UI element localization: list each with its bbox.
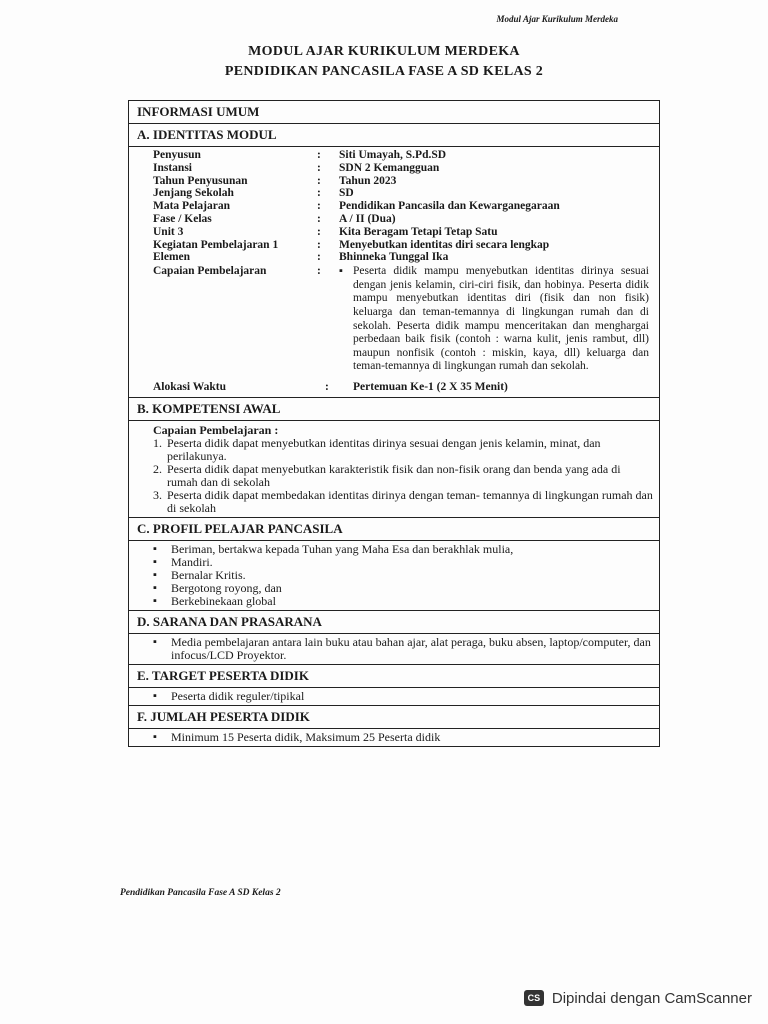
list-item: ▪ Berkebinekaan global	[153, 595, 653, 608]
item-number: 3.	[153, 487, 162, 502]
identitas-row	[153, 213, 653, 226]
item-number: 1.	[153, 435, 162, 450]
capaian-content	[339, 265, 653, 374]
alokasi-value: Pertemuan Ke-1 (2 X 35 Menit)	[353, 380, 508, 393]
capaian-pembelajaran-row	[153, 265, 653, 374]
jumlah-body	[129, 729, 659, 746]
row-value: Tahun 2023	[339, 174, 397, 187]
target-body	[129, 688, 659, 706]
identitas-row	[153, 251, 653, 264]
row-colon: :	[317, 225, 321, 238]
item-text: Peserta didik dapat menyebutkan identitas dirinya sesuai dengan jenis kelamin, minat, dan perilakunya.	[167, 435, 601, 463]
row-label: Mata Pelajaran	[153, 200, 230, 213]
section-informasi-umum: INFORMASI UMUM	[129, 101, 659, 124]
item-number: 2.	[153, 461, 162, 476]
section-target-peserta: E. TARGET PESERTA DIDIK	[129, 665, 659, 688]
identitas-row	[153, 149, 653, 162]
row-colon: :	[325, 380, 329, 393]
identitas-row	[153, 239, 653, 252]
camscanner-text: Dipindai dengan CamScanner	[551, 989, 752, 1007]
list-item: ▪ Peserta didik reguler/tipikal	[153, 690, 653, 703]
row-value: Pendidikan Pancasila dan Kewarganegaraan	[339, 200, 560, 213]
camscanner-watermark	[524, 984, 752, 1012]
row-value: SD	[339, 187, 354, 200]
section-profil-pelajar: C. PROFIL PELAJAR PANCASILA	[129, 518, 659, 541]
row-value: SDN 2 Kemangguan	[339, 161, 440, 174]
section-jumlah-peserta: F. JUMLAH PESERTA DIDIK	[129, 706, 659, 729]
identitas-row	[153, 162, 653, 175]
sarana-body	[129, 634, 659, 665]
camscanner-icon: CS	[524, 990, 544, 1006]
row-label: Penyusun	[153, 149, 201, 161]
section-sarana-prasarana: D. SARANA DAN PRASARANA	[129, 611, 659, 634]
list-item	[153, 463, 653, 489]
row-colon: :	[317, 212, 321, 225]
section-identitas-modul: A. IDENTITAS MODUL	[129, 124, 659, 147]
list-item: ▪ Bergotong royong, dan	[153, 582, 653, 595]
item-text: Peserta didik dapat membedakan identitas dirinya dengan teman- temannya di lingkungan rumah dan di sekolah	[167, 487, 653, 515]
identitas-row	[153, 187, 653, 200]
list-item: ▪ Bernalar Kritis.	[153, 569, 653, 582]
row-colon: :	[317, 149, 321, 161]
list-item: ▪ Mandiri.	[153, 556, 653, 569]
list-item	[153, 437, 653, 463]
kompetensi-capaian-label: Capaian Pembelajaran :	[153, 422, 279, 437]
list-item: ▪ Beriman, bertakwa kepada Tuhan yang Maha Esa dan berakhlak mulia,	[153, 543, 653, 556]
row-value: Kita Beragam Tetapi Tetap Satu	[339, 225, 498, 238]
row-colon: :	[317, 174, 321, 187]
row-label: Tahun Penyusunan	[153, 174, 248, 187]
row-label: Unit 3	[153, 225, 184, 238]
row-label: Kegiatan Pembelajaran 1	[153, 238, 279, 251]
bullet-icon: ▪	[339, 265, 343, 278]
row-value: Bhinneka Tunggal Ika	[339, 251, 449, 264]
row-colon: :	[317, 200, 321, 213]
target-list	[129, 688, 659, 705]
list-item	[153, 489, 653, 515]
profil-body	[129, 541, 659, 611]
list-item: ▪ Minimum 15 Peserta didik, Maksimum 25 Peserta didik	[153, 731, 653, 744]
profil-list	[129, 541, 659, 610]
identitas-row	[153, 175, 653, 188]
row-colon: :	[317, 161, 321, 174]
row-value: A / II (Dua)	[339, 212, 396, 225]
item-text: Peserta didik dapat menyebutkan karakteristik fisik dan non-fisik orang dan benda yang ada di rumah dan di sekolah	[167, 461, 621, 489]
document-title: MODUL AJAR KURIKULUM MERDEKA	[248, 44, 520, 59]
row-colon: :	[317, 265, 321, 278]
module-table	[128, 100, 660, 747]
header-note: Modul Ajar Kurikulum Merdeka	[496, 14, 618, 24]
section-kompetensi-awal: B. KOMPETENSI AWAL	[129, 398, 659, 421]
row-label: Elemen	[153, 251, 191, 264]
identitas-row	[153, 226, 653, 239]
alokasi-waktu-row	[153, 380, 653, 394]
sarana-list	[129, 634, 659, 664]
kompetensi-body	[129, 421, 659, 518]
footer-note: Pendidikan Pancasila Fase A SD Kelas 2	[120, 888, 281, 898]
document-subtitle: PENDIDIKAN PANCASILA FASE A SD KELAS 2	[224, 64, 544, 79]
identitas-body	[129, 147, 659, 398]
capaian-text: Peserta didik mampu menyebutkan identitas dirinya sesuai dengan jenis kelamin, ciri-ciri fisik, dan hobinya. Peserta didik mampu menyebutkan identitas diri (fisik dan non fisik) keluarga dan teman-temannya di lingkungan rumah dan di sekolah. Peserta didik mampu menceritakan dan menghargai perbedaan baik fisik (contoh : warna kulit, jenis rambut, dll) maupun nonfisik (contoh : miskin, kaya, dll) keluarga dan teman-temannya di lingkungan rumah dan sekolah.	[353, 265, 649, 373]
row-label: Fase / Kelas	[153, 212, 212, 225]
row-label: Instansi	[153, 161, 192, 174]
identitas-row	[153, 200, 653, 213]
list-item: ▪ Media pembelajaran antara lain buku atau bahan ajar, alat peraga, buku absen, laptop/computer, dan infocus/LCD Proyektor.	[153, 636, 653, 662]
kompetensi-list	[129, 437, 659, 517]
row-colon: :	[317, 251, 321, 264]
row-value: Siti Umayah, S.Pd.SD	[339, 149, 447, 161]
jumlah-list	[129, 729, 659, 746]
row-value: Menyebutkan identitas diri secara lengkap	[339, 238, 550, 251]
row-colon: :	[317, 238, 321, 251]
alokasi-label: Alokasi Waktu	[153, 380, 226, 393]
row-label: Jenjang Sekolah	[153, 187, 234, 200]
capaian-label: Capaian Pembelajaran	[153, 265, 267, 278]
row-colon: :	[317, 187, 321, 200]
